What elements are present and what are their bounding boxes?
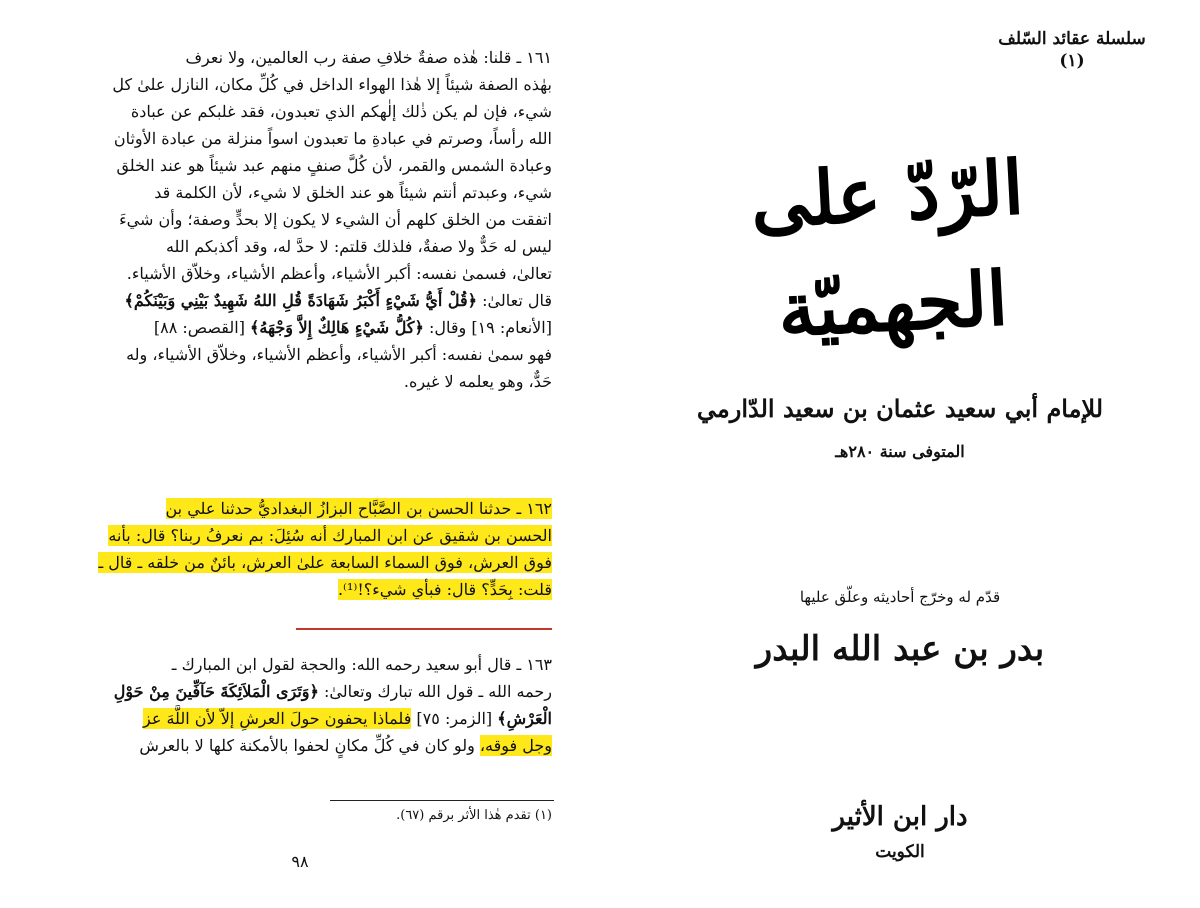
highlight-text: وجل فوقه، — [479, 736, 552, 755]
text-line: تعالىٰ، فسمىٰ نفسه: أكبر الأشياء، وأعظم الأشياء، وخلاّق الأشياء. — [126, 264, 552, 283]
text-line — [44, 678, 552, 705]
series-title: سلسلة عقائد السّلف — [998, 29, 1146, 49]
series-number: (١) — [1059, 51, 1085, 71]
author-name: للإمام أبي سعيد عثمان بن سعيد الدّارمي — [696, 394, 1104, 423]
paragraph-161 — [44, 44, 552, 395]
text-segment: رحمه الله ـ قول الله تبارك وتعالىٰ: — [318, 682, 552, 701]
quote-prefix: قال تعالىٰ: — [477, 291, 552, 310]
text-line: وعبادة الشمس والقمر، لأن كُلَّ صنفٍ منهم عبد شيئاً هو عند الخلق — [116, 156, 552, 175]
reference-text: [الأنعام: ١٩] وقال: — [423, 318, 552, 337]
text-line: الله رأساً، وصرتم في عبادةِ ما تعبدون اسواً منزلة من عبادة الأوثان — [113, 129, 552, 148]
reference-text: [الزمر: ٧٥] — [411, 709, 498, 728]
quran-verse: الْعَرْشِ﴾ — [497, 709, 552, 728]
quran-verse: ﴿كُلُّ شَيْءٍ هَالِكٌ إِلاَّ وَجْهَهُ﴾ — [250, 318, 424, 337]
quran-verse: ﴿قُلْ أَيُّ شَيْءٍ أَكْبَرُ شَهَادَةً قُلِ اللهُ شَهِيدٌ بَيْنِي وَبَيْنَكُمْ﴾ — [124, 291, 478, 310]
publisher-city: الكويت — [875, 842, 925, 862]
reference-text: [القصص: ٨٨] — [153, 318, 251, 337]
text-line: حَدٌّ، وهو يعلمه لا غيره. — [403, 372, 552, 391]
highlighted-line — [44, 549, 552, 576]
text-line: شيء، فإن لم يكن ذٰلك إلٰهكم الذي تعبدون، فقد غلبكم عن عبادة — [130, 102, 552, 121]
text-line: اتفقت من الخلق كلهم أن الشيء لا يكون إلا بحدٍّ وصفة؛ وأن شيءَ — [119, 210, 552, 229]
text-line — [44, 732, 552, 759]
paragraph-162-highlighted — [44, 495, 552, 603]
right-page-title — [600, 0, 1200, 908]
quote-line — [44, 287, 552, 314]
text-line — [44, 705, 552, 732]
highlight-text: فوق العرش، فوق السماء السابعة علىٰ العرش، بائنٌ من خلقه ـ قال ـ — [98, 553, 552, 572]
highlight-text: فلماذا يحفون حولَ العرشِ إلاّ لأن اللَّهَ عز — [143, 709, 412, 728]
text-line: فهو سمىٰ نفسه: أكبر الأشياء، وأعظم الأشياء، وخلاّق الأشياء، وله — [126, 345, 552, 364]
highlighted-line — [44, 522, 552, 549]
text-segment: ولو كان في كُلِّ مكانٍ لحفوا بالأمكنة كلها لا بالعرش — [139, 736, 480, 755]
highlighted-line — [44, 495, 552, 522]
death-date: المتوفى سنة ٢٨٠هـ — [835, 442, 965, 461]
text-line: شيء، وعبدتم أنتم شيئاً هو عند الخلق لا شيء، لأن الكلمة قد — [154, 183, 552, 202]
text-line: بهٰذه الصفة شيئاً إلا هٰذا الهواء الداخل في كُلِّ مكان، النازل علىٰ كل — [112, 75, 552, 94]
series-name — [972, 28, 1172, 72]
text-line: ١٦٣ ـ قال أبو سعيد رحمه الله: والحجة لقول ابن المبارك ـ — [171, 655, 552, 674]
editor-name: بدر بن عبد الله البدر — [755, 629, 1045, 669]
paragraph-163 — [44, 651, 552, 759]
publisher-name: دار ابن الأثير — [832, 802, 968, 832]
book-title: الرّدّ على الجهميّة — [748, 144, 1026, 354]
highlighted-line — [44, 576, 552, 603]
highlight-text: قلت: بِحَدٍّ؟ قال: فبأي شيء؟!⁽¹⁾. — [337, 580, 552, 599]
reference-line — [44, 314, 552, 341]
highlight-text: الحسن بن شقيق عن ابن المبارك أنه سُئِلَ: بم نعرفُ ربنا؟ قال: بأنه — [108, 526, 552, 545]
text-line: ١٦١ ـ قلنا: هٰذه صفةٌ خلافِ صفة رب العالمين، ولا نعرف — [185, 48, 552, 67]
quran-verse: ﴿وَتَرَى الْمَلاَئِكَةَ حَآفِّينَ مِنْ حَوْلِ — [113, 682, 319, 701]
red-underline — [296, 628, 552, 630]
highlight-text: ١٦٢ ـ حدثنا الحسن بن الصَّبَّاح البزازُ البغداديُّ حدثنا علي بن — [165, 499, 552, 518]
editor-credit: قدّم له وخرّج أحاديثه وعلّق عليها — [799, 588, 1001, 606]
text-line: ليس له حَدٌّ ولا صفةٌ، فلذلك قلتم: لا حدَّ له، وقد أكذبكم الله — [165, 237, 552, 256]
page-number: ٩٨ — [291, 852, 309, 871]
footnote-separator — [330, 800, 554, 801]
footnote: (١) تقدم هٰذا الأثر برقم (٦٧). — [396, 808, 552, 823]
